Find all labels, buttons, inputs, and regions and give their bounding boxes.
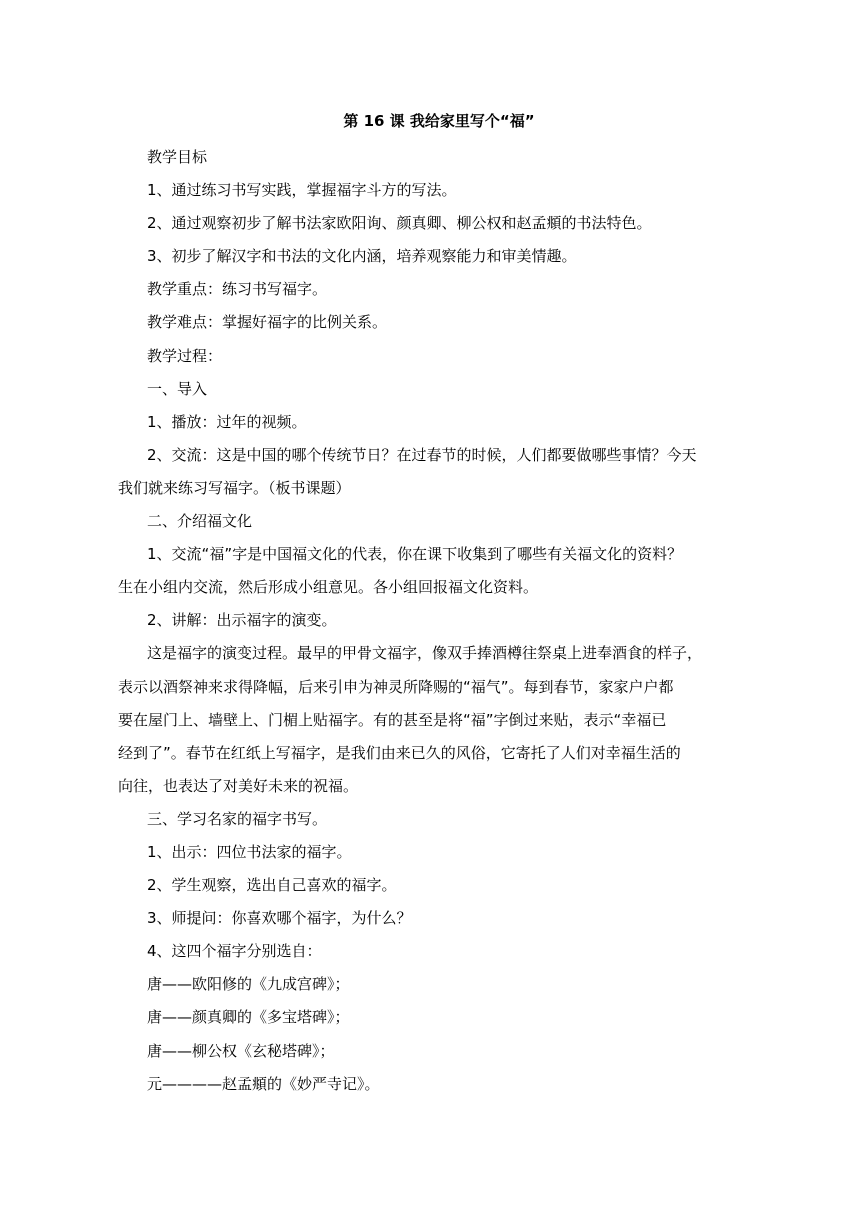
paragraph-line: 4、这四个福字分别选自： <box>147 942 322 961</box>
list-item: 唐——欧阳修的《九成宫碑》； <box>147 975 350 994</box>
paragraph-line: 经到了”。春节在红纸上写福字，是我们由来已久的风俗，它寄托了人们对幸福生活的 <box>118 743 681 762</box>
paragraph-line: 这是福字的演变过程。最早的甲骨文福字，像双手捧酒樽往祭桌上进奉酒食的样子， <box>147 644 703 663</box>
list-item: 唐——柳公权《玄秘塔碑》； <box>147 1041 335 1060</box>
section-heading-objectives: 教学目标 <box>147 148 208 166</box>
paragraph-line: 3、师提问：你喜欢哪个福字，为什么？ <box>147 909 412 928</box>
paragraph-line: 向往，也表达了对美好未来的祝福。 <box>118 776 359 795</box>
paragraph-line: 生在小组内交流，然后形成小组意见。各小组回报福文化资料。 <box>118 578 539 597</box>
paragraph-line: 2、通过观察初步了解书法家欧阳询、颜真卿、柳公权和赵孟頫的书法特色。 <box>147 214 652 233</box>
paragraph-line: 教学难点：掌握好福字的比例关系。 <box>147 313 388 332</box>
paragraph-line: 2、学生观察，选出自己喜欢的福字。 <box>147 876 397 895</box>
paragraph-line: 1、播放：过年的视频。 <box>147 412 307 431</box>
document-body <box>118 141 740 1101</box>
section-heading-process: 教学过程： <box>147 346 223 365</box>
paragraph-line: 表示以酒祭神来求得降幅，后来引申为神灵所降赐的“福气”。每到春节，家家户户都 <box>118 677 674 696</box>
section-heading-masters: 三、学习名家的福字书写。 <box>147 809 328 828</box>
paragraph-line: 1、通过练习书写实践，掌握福字斗方的写法。 <box>147 181 457 200</box>
document-title: 第 16 课 我给家里写个“福” <box>343 112 535 130</box>
paragraph-line: 3、初步了解汉字和书法的文化内涵，培养观察能力和审美情趣。 <box>147 247 577 266</box>
section-heading-culture: 二、介绍福文化 <box>147 512 253 531</box>
paragraph-line: 1、交流“福”字是中国福文化的代表，你在课下收集到了哪些有关福文化的资料？ <box>147 545 683 564</box>
paragraph-line: 1、出示：四位书法家的福字。 <box>147 842 352 861</box>
list-item: 元————赵孟頫的《妙严寺记》。 <box>147 1074 380 1093</box>
section-heading-intro: 一、导入 <box>147 379 208 398</box>
paragraph-line: 教学重点：练习书写福字。 <box>147 280 328 299</box>
paragraph-line: 2、讲解：出示福字的演变。 <box>147 611 337 630</box>
paragraph-line: 2、交流：这是中国的哪个传统节日？在过春节的时候，人们都要做哪些事情？今天 <box>147 445 697 464</box>
list-item: 唐——颜真卿的《多宝塔碑》； <box>147 1008 350 1027</box>
paragraph-line: 要在屋门上、墙壁上、门楣上贴福字。有的甚至是将“福”字倒过来贴，表示“幸福已 <box>118 710 667 729</box>
paragraph-line: 我们就来练习写福字。（板书课题） <box>118 478 351 497</box>
